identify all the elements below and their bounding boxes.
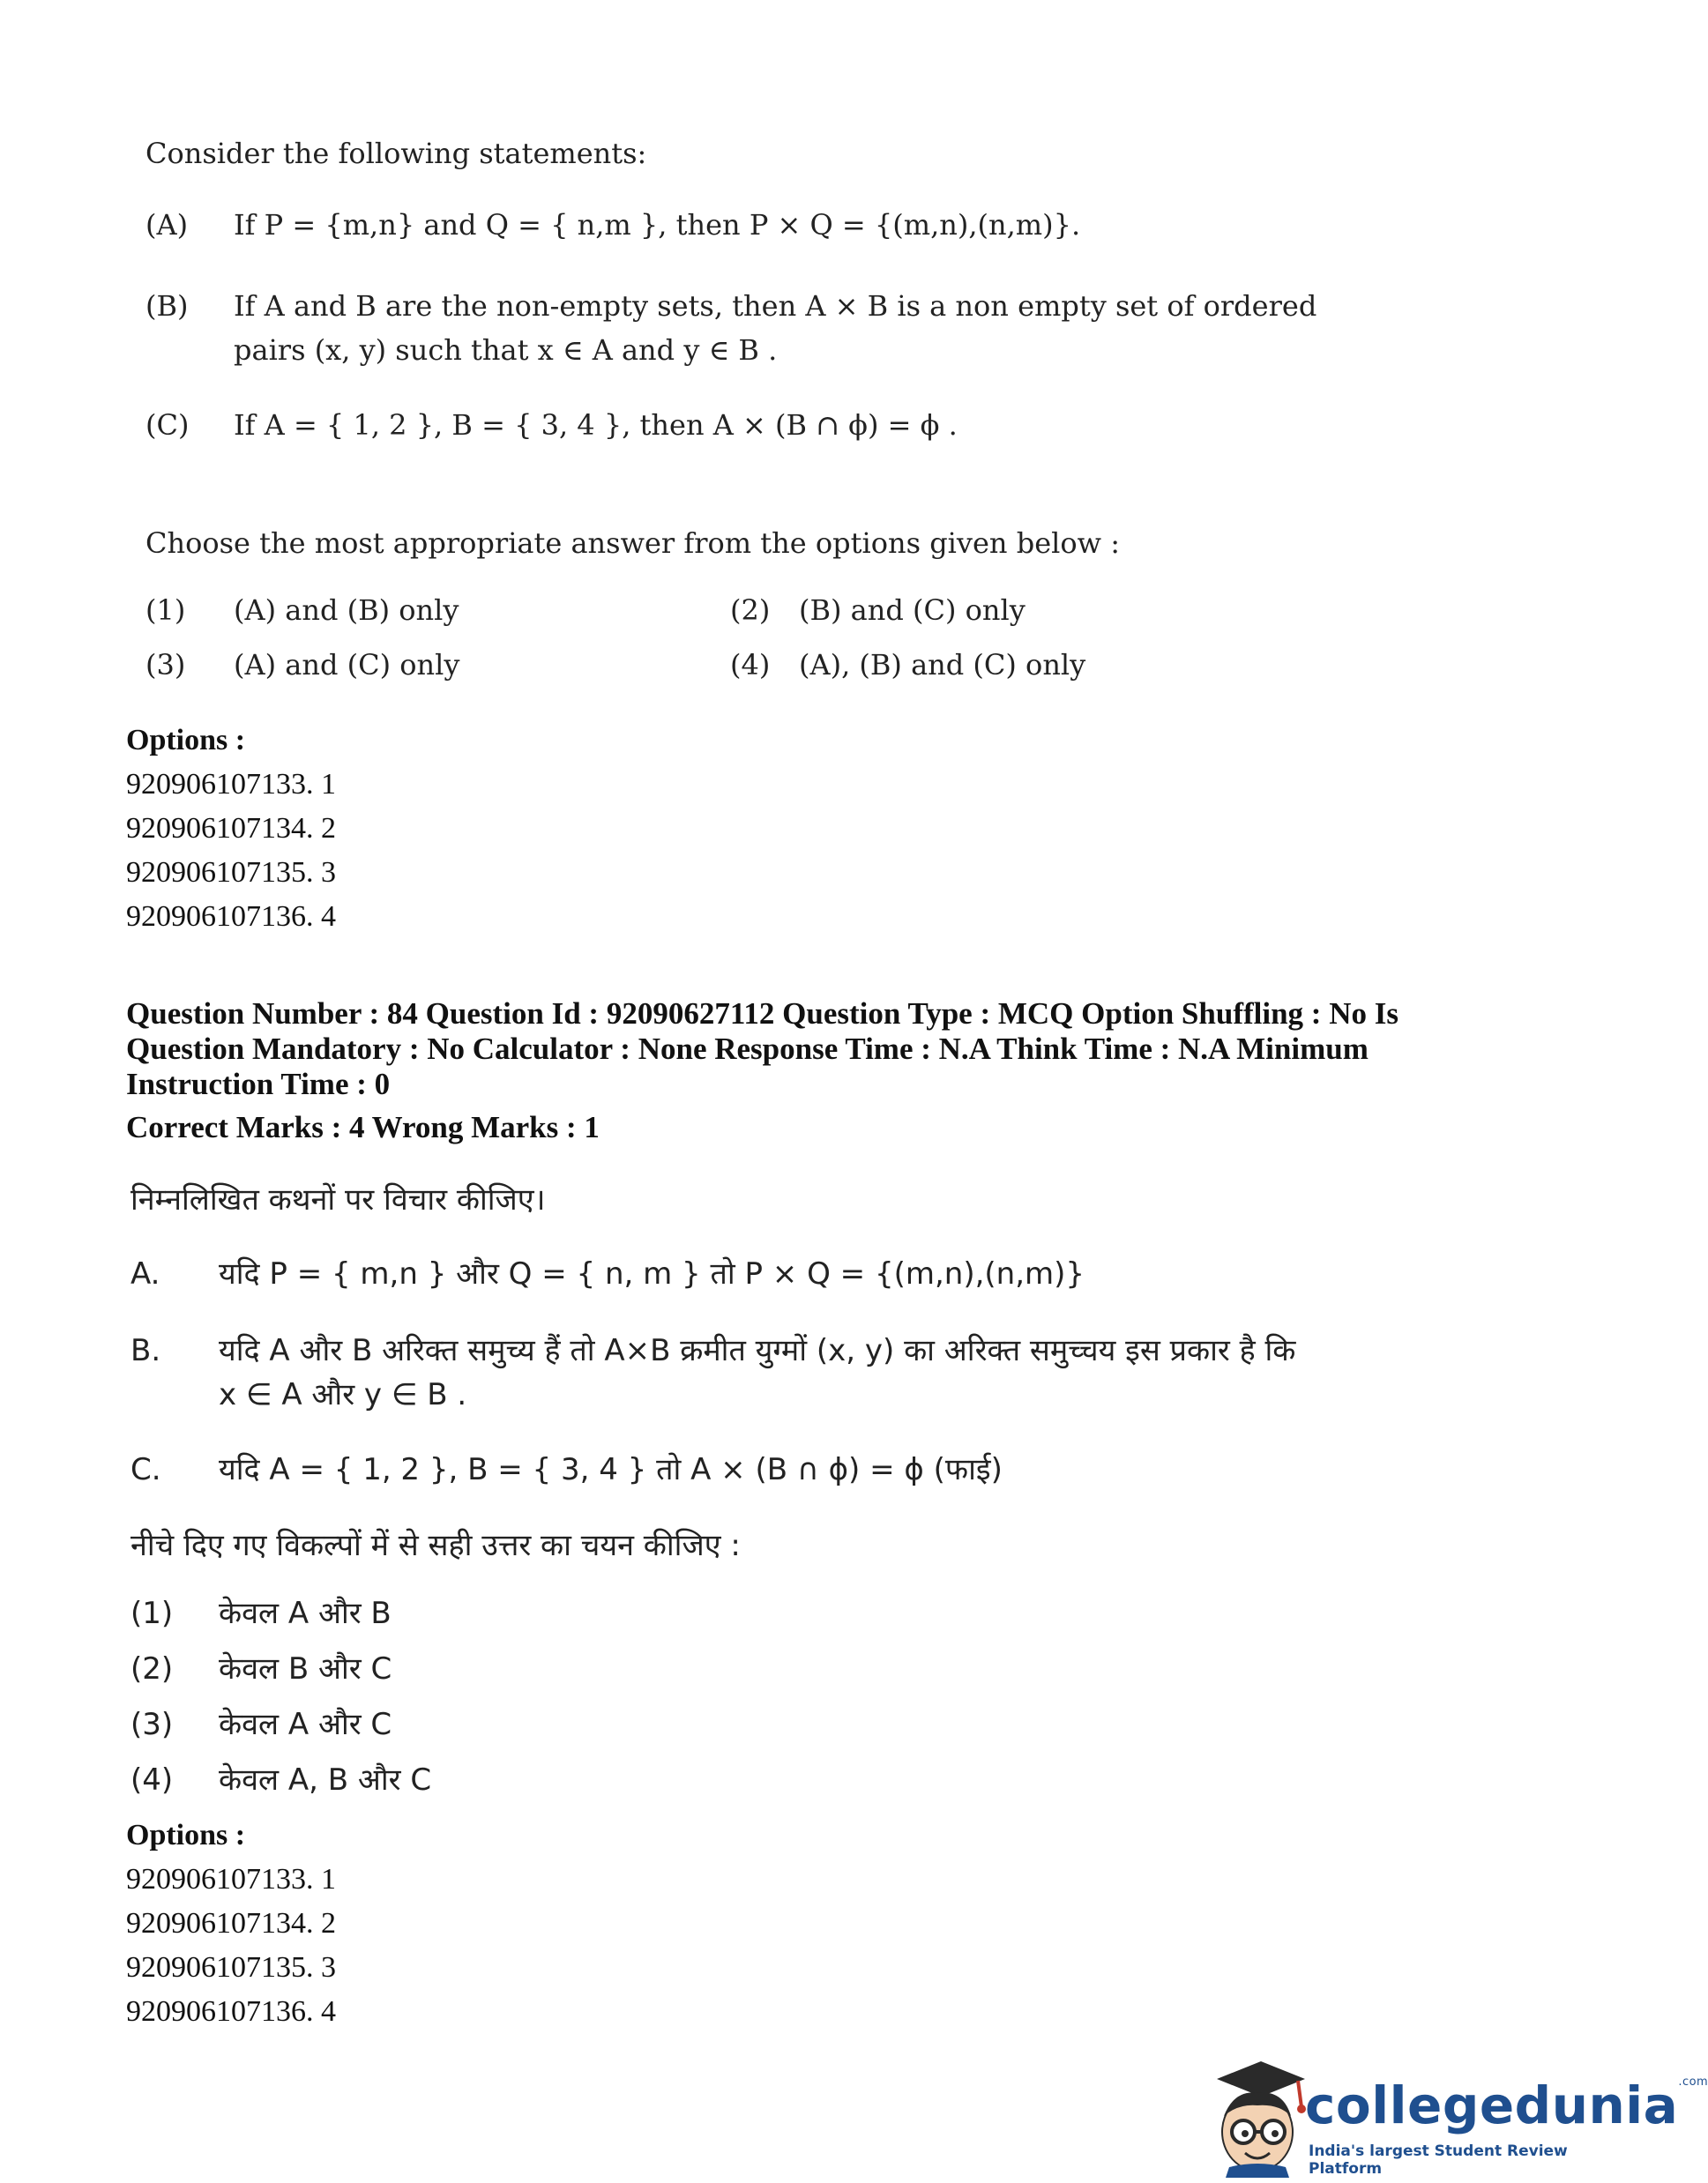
q1-answer-4 xyxy=(730,648,1085,682)
marks-line: Correct Marks : 4 Wrong Marks : 1 xyxy=(126,1110,600,1144)
answer-number: (2) xyxy=(131,1651,174,1687)
option-item: 920906107135. 3 xyxy=(126,856,336,889)
q1-statement-b xyxy=(145,289,1316,323)
meta-line: Question Number : 84 Question Id : 92090627112 Question Type : MCQ Option Shuffling : No Is xyxy=(126,996,1398,1031)
answer-number: (3) xyxy=(131,1707,174,1742)
question-meta xyxy=(126,996,1398,1145)
statement-text: If P = {m,n} and Q = { n,m }, then P × Q = {(m,n),(n,m)}. xyxy=(234,208,1081,242)
statement-text: If A = { 1, 2 }, B = { 3, 4 }, then A × (B ∩ ϕ) = ϕ . xyxy=(234,408,958,442)
option-item: 920906107134. 2 xyxy=(126,1907,336,1940)
option-item: 920906107134. 2 xyxy=(126,812,336,845)
q1-answer-1 xyxy=(145,593,459,627)
answer-text: (A) and (C) only xyxy=(234,648,460,682)
meta-line: Instruction Time : 0 xyxy=(126,1067,391,1101)
answer-number: (1) xyxy=(131,1596,174,1631)
statement-text: यदि P = { m,n } और Q = { n, m } तो P × Q = {(m,n),(n,m)} xyxy=(219,1256,1085,1292)
logo-wordmark xyxy=(1305,2075,1708,2135)
options-block-1 xyxy=(126,719,336,939)
logo-tagline: India's largest Student Review Platform xyxy=(1309,2142,1568,2178)
q1-statement-c xyxy=(145,408,958,442)
answer-text: (A) and (B) only xyxy=(234,593,459,627)
answer-number: (4) xyxy=(131,1762,174,1798)
answer-number: (3) xyxy=(145,648,186,682)
statement-label: B. xyxy=(131,1333,161,1368)
option-item: 920906107133. 1 xyxy=(126,1863,336,1896)
options-heading: Options : xyxy=(126,724,246,756)
statement-text: यदि A = { 1, 2 }, B = { 3, 4 } तो A × (B ∩ ϕ) = ϕ (फाई) xyxy=(219,1452,1003,1487)
option-item: 920906107133. 1 xyxy=(126,768,336,801)
answer-text: केवल A और C xyxy=(219,1707,392,1742)
option-item: 920906107135. 3 xyxy=(126,1951,336,1984)
statement-label: (C) xyxy=(145,408,190,442)
logo-name: collegedunia xyxy=(1305,2075,1679,2135)
q1-choose-instruction: Choose the most appropriate answer from the options given below : xyxy=(145,526,1120,560)
meta-line: Question Mandatory : No Calculator : None Response Time : N.A Think Time : N.A Minimum xyxy=(126,1032,1369,1066)
answer-number: (1) xyxy=(145,593,186,627)
answer-number: (2) xyxy=(730,593,771,627)
q2-statement-c xyxy=(131,1448,1003,1488)
q2-intro: निम्नलिखित कथनों पर विचार कीजिए। xyxy=(131,1182,546,1218)
statement-label: (B) xyxy=(145,289,189,323)
logo-suffix: .com xyxy=(1678,2075,1708,2089)
statement-label: (A) xyxy=(145,208,189,242)
statement-text: If A and B are the non-empty sets, then A × B is a non empty set of ordered xyxy=(234,289,1317,323)
answer-text: केवल B और C xyxy=(219,1651,392,1687)
q2-statement-b xyxy=(131,1329,1295,1369)
q2-statement-b-line2: x ∈ A और y ∈ B . xyxy=(219,1377,467,1412)
statement-label: A. xyxy=(131,1256,160,1292)
answer-text: केवल A, B और C xyxy=(219,1762,432,1798)
options-heading: Options : xyxy=(126,1819,246,1851)
q2-statement-a xyxy=(131,1252,1085,1293)
q2-answer-1 xyxy=(131,1591,392,1632)
q2-choose-instruction: नीचे दिए गए विकल्पों में से सही उत्तर का चयन कीजिए : xyxy=(131,1528,741,1563)
q1-statement-a xyxy=(145,208,1080,242)
answer-text: केवल A और B xyxy=(219,1596,392,1631)
q1-statement-b-line2: pairs (x, y) such that x ∈ A and y ∈ B . xyxy=(234,333,778,367)
q1-answer-2 xyxy=(730,593,1026,627)
q1-answer-3 xyxy=(145,648,459,682)
collegedunia-logo xyxy=(1199,2054,1708,2178)
option-item: 920906107136. 4 xyxy=(126,900,336,933)
option-item: 920906107136. 4 xyxy=(126,1995,336,2028)
answer-text: (A), (B) and (C) only xyxy=(799,648,1086,682)
mascot-icon xyxy=(1199,2054,1314,2178)
q2-answer-2 xyxy=(131,1647,392,1688)
options-block-2 xyxy=(126,1814,336,2034)
statement-text: यदि A और B अरिक्त समुच्य हैं तो A×B क्रमीत युग्मों (x, y) का अरिक्त समुच्चय इस प्रकार है कि xyxy=(219,1333,1296,1368)
q2-answer-4 xyxy=(131,1758,431,1799)
q1-intro: Consider the following statements: xyxy=(145,137,647,170)
answer-number: (4) xyxy=(730,648,771,682)
answer-text: (B) and (C) only xyxy=(799,593,1026,627)
q2-answer-3 xyxy=(131,1702,392,1743)
statement-label: C. xyxy=(131,1452,161,1487)
